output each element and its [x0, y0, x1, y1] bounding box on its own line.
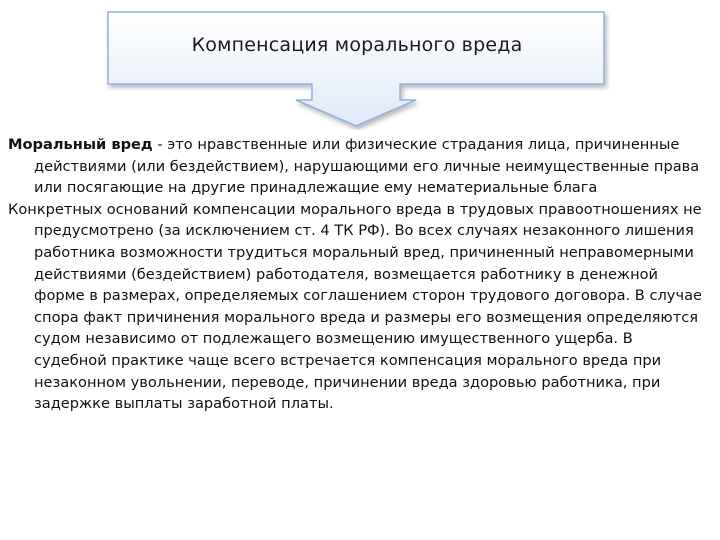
slide-title: Компенсация морального вреда	[191, 34, 523, 56]
grounds-paragraph: Конкретных оснований компенсации морального вреда в трудовых правоотношениях не предусмотрено (за исключением ст. 4 ТК РФ). Во всех случаях незаконного лишения работника возможности трудиться моральный вред, причиненный неправомерными действиями (бездействием) работодателя, возмещается работнику в денежной форме в размерах, определяемых соглашением сторон трудового договора. В случае спора факт причинения морального вреда и размеры его возмещения определяются судом независимо от подлежащего возмещению имущественного ущерба. В судебной практике чаще всего встречается компенсация морального вреда при незаконном увольнении, переводе, причинении вреда здоровью работника, при задержке выплаты заработной платы.	[8, 200, 702, 413]
definition-term: Моральный вред	[8, 136, 153, 153]
definition-paragraph	[8, 134, 708, 199]
title-callout	[0, 0, 720, 130]
body-text	[8, 134, 708, 415]
definition-text: - это нравственные или физические страдания лица, причиненные действиями (или бездействием), нарушающими его личные неимущественные права или посягающие на другие принадлежащие ему нематериальные блага	[34, 136, 700, 197]
down-arrow-callout-shape	[0, 0, 720, 130]
